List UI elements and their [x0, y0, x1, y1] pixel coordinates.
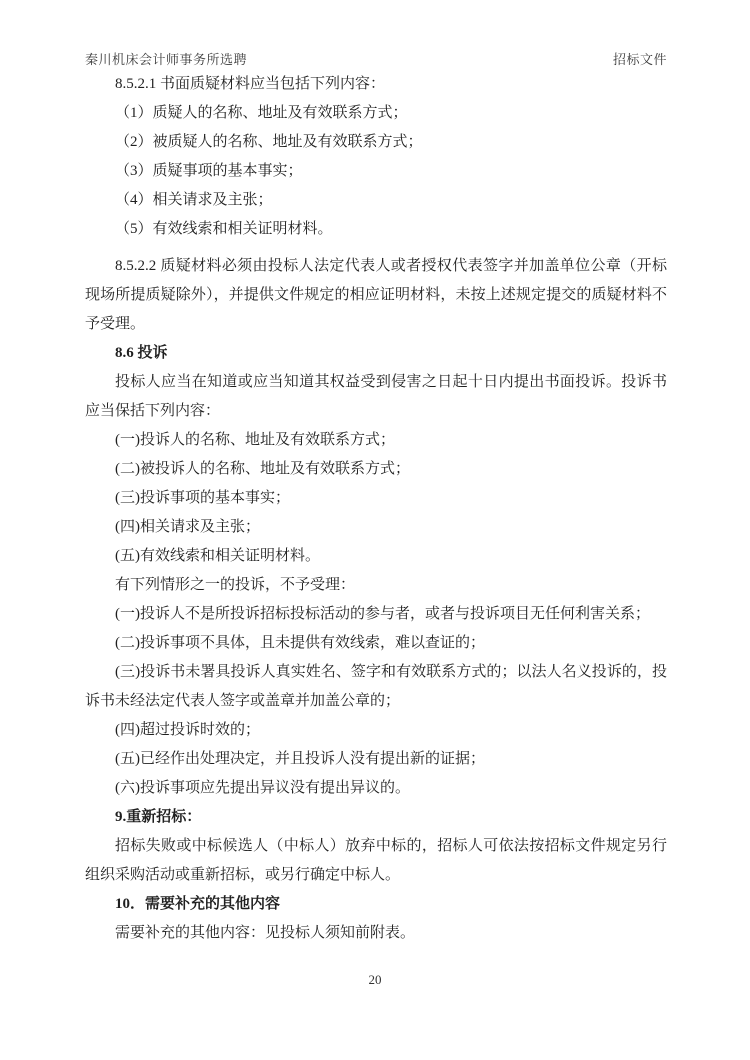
document-body	[85, 70, 667, 948]
paragraph: (四)超过投诉时效的；	[115, 722, 260, 738]
paragraph: (一)投诉人的名称、地址及有效联系方式；	[115, 432, 395, 448]
paragraph: (二)投诉事项不具体，且未提供有效线索，难以查证的；	[115, 635, 485, 651]
paragraph: (五)有效线索和相关证明材料。	[115, 548, 320, 564]
paragraph: 8.5.2.2 质疑材料必须由投标人法定代表人或者授权代表签字并加盖单位公章（开标现场所提质疑除外），并提供文件规定的相应证明材料，未按上述规定提交的质疑材料不予受理。	[85, 258, 667, 332]
paragraph: 需要补充的其他内容：见投标人须知前附表。	[115, 925, 416, 941]
paragraph: 投标人应当在知道或应当知道其权益受到侵害之日起十日内提出书面投诉。投诉书应当保括下列内容：	[85, 374, 667, 419]
page-footer	[0, 972, 750, 988]
paragraph: （2）被质疑人的名称、地址及有效联系方式；	[115, 134, 423, 150]
page-number: 20	[368, 972, 382, 987]
header-project-title: 秦川机床会计师事务所选聘	[85, 52, 248, 67]
paragraph: (三)投诉书未署具投诉人真实姓名、签字和有效联系方式的；以法人名义投诉的，投诉书未经法定代表人签字或盖章并加盖公章的；	[85, 664, 667, 709]
paragraph: (三)投诉事项的基本事实；	[115, 490, 290, 506]
paragraph: (二)被投诉人的名称、地址及有效联系方式；	[115, 461, 410, 477]
paragraph: 有下列情形之一的投诉，不予受理：	[115, 577, 356, 593]
paragraph: (六)投诉事项应先提出异议没有提出异议的。	[115, 780, 410, 796]
paragraph: 8.5.2.1 书面质疑材料应当包括下列内容：	[115, 76, 386, 92]
paragraph: 招标失败或中标候选人（中标人）放弃中标的，招标人可依法按招标文件规定另行组织采购活动或重新招标，或另行确定中标人。	[85, 838, 667, 883]
paragraph: (一)投诉人不是所投诉招标投标活动的参与者，或者与投诉项目无任何利害关系；	[115, 606, 650, 622]
section-heading: 9.重新招标：	[115, 809, 202, 825]
paragraph: (四)相关请求及主张；	[115, 519, 260, 535]
paragraph: （5）有效线索和相关证明材料。	[115, 221, 333, 237]
paragraph: （4）相关请求及主张；	[115, 192, 273, 208]
paragraph: (五)已经作出处理决定，并且投诉人没有提出新的证据；	[115, 751, 485, 767]
paragraph: （3）质疑事项的基本事实；	[115, 163, 303, 179]
paragraph: （1）质疑人的名称、地址及有效联系方式；	[115, 105, 408, 121]
page-header	[85, 49, 667, 68]
header-document-type: 招标文件	[612, 52, 667, 67]
section-heading: 8.6 投诉	[115, 345, 168, 361]
section-heading: 10．需要补充的其他内容	[115, 896, 281, 912]
